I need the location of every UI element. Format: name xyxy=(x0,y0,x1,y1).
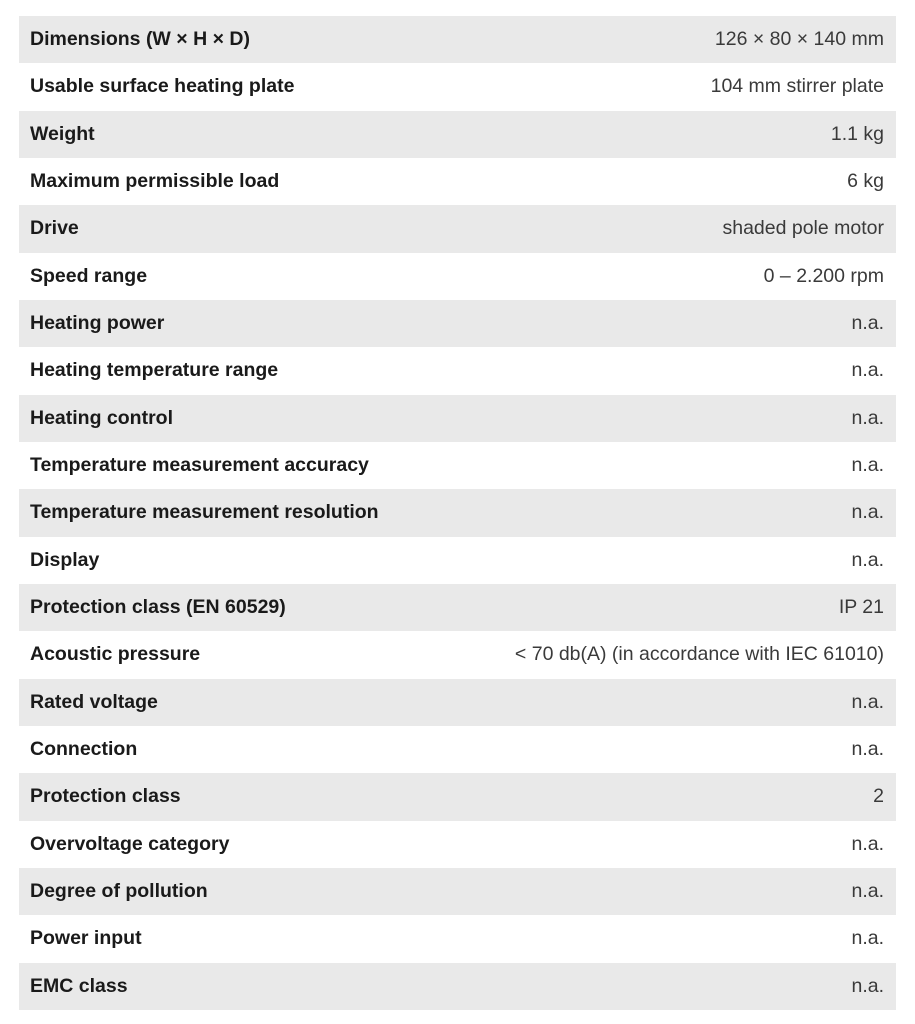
spec-value: 104 mm stirrer plate xyxy=(710,75,884,98)
spec-row xyxy=(19,773,896,820)
spec-row xyxy=(19,205,896,252)
spec-row xyxy=(19,868,896,915)
spec-row xyxy=(19,537,896,584)
spec-label: EMC class xyxy=(30,974,128,997)
spec-value: n.a. xyxy=(851,359,884,382)
spec-label: Degree of pollution xyxy=(30,880,208,903)
spec-label: Heating power xyxy=(30,312,165,335)
spec-row xyxy=(19,253,896,300)
spec-label: Protection class xyxy=(30,785,181,808)
spec-label: Dimensions (W × H × D) xyxy=(30,28,250,51)
spec-row xyxy=(19,726,896,773)
spec-label: Drive xyxy=(30,217,79,240)
spec-label: Power input xyxy=(30,927,142,950)
spec-label: Speed range xyxy=(30,264,148,287)
spec-row xyxy=(19,631,896,678)
spec-value: n.a. xyxy=(851,312,884,335)
spec-row xyxy=(19,63,896,110)
spec-value: n.a. xyxy=(851,548,884,571)
spec-row xyxy=(19,915,896,962)
spec-row xyxy=(19,679,896,726)
spec-label: Maximum permissible load xyxy=(30,170,280,193)
spec-label: Connection xyxy=(30,738,138,761)
spec-label: Acoustic pressure xyxy=(30,643,201,666)
spec-label: Usable surface heating plate xyxy=(30,75,295,98)
spec-value: < 70 db(A) (in accordance with IEC 61010) xyxy=(514,643,884,666)
spec-row xyxy=(19,395,896,442)
spec-value: 2 xyxy=(873,785,884,808)
spec-row xyxy=(19,584,896,631)
spec-row xyxy=(19,158,896,205)
spec-row xyxy=(19,442,896,489)
spec-value: n.a. xyxy=(851,406,884,429)
spec-value: n.a. xyxy=(851,690,884,713)
spec-label: Temperature measurement resolution xyxy=(30,501,379,524)
spec-label: Heating temperature range xyxy=(30,359,279,382)
spec-row xyxy=(19,347,896,394)
spec-table xyxy=(19,16,896,1010)
spec-value: n.a. xyxy=(851,738,884,761)
spec-row xyxy=(19,963,896,1010)
spec-row xyxy=(19,489,896,536)
spec-value: n.a. xyxy=(851,832,884,855)
spec-value: n.a. xyxy=(851,501,884,524)
spec-value: n.a. xyxy=(851,454,884,477)
spec-value: 6 kg xyxy=(847,170,884,193)
spec-value: n.a. xyxy=(851,880,884,903)
spec-label: Rated voltage xyxy=(30,690,158,713)
spec-label: Temperature measurement accuracy xyxy=(30,454,369,477)
spec-value: IP 21 xyxy=(838,596,884,619)
spec-value: 1.1 kg xyxy=(830,122,884,145)
spec-row xyxy=(19,300,896,347)
spec-value: n.a. xyxy=(851,927,884,950)
spec-label: Overvoltage category xyxy=(30,832,230,855)
spec-value: n.a. xyxy=(851,974,884,997)
spec-row xyxy=(19,821,896,868)
spec-label: Weight xyxy=(30,122,95,145)
spec-label: Protection class (EN 60529) xyxy=(30,596,286,619)
spec-value: shaded pole motor xyxy=(722,217,884,240)
spec-label: Heating control xyxy=(30,406,174,429)
spec-value: 126 × 80 × 140 mm xyxy=(714,28,884,51)
spec-row xyxy=(19,16,896,63)
spec-value: 0 – 2.200 rpm xyxy=(763,264,884,287)
spec-row xyxy=(19,111,896,158)
spec-label: Display xyxy=(30,548,100,571)
